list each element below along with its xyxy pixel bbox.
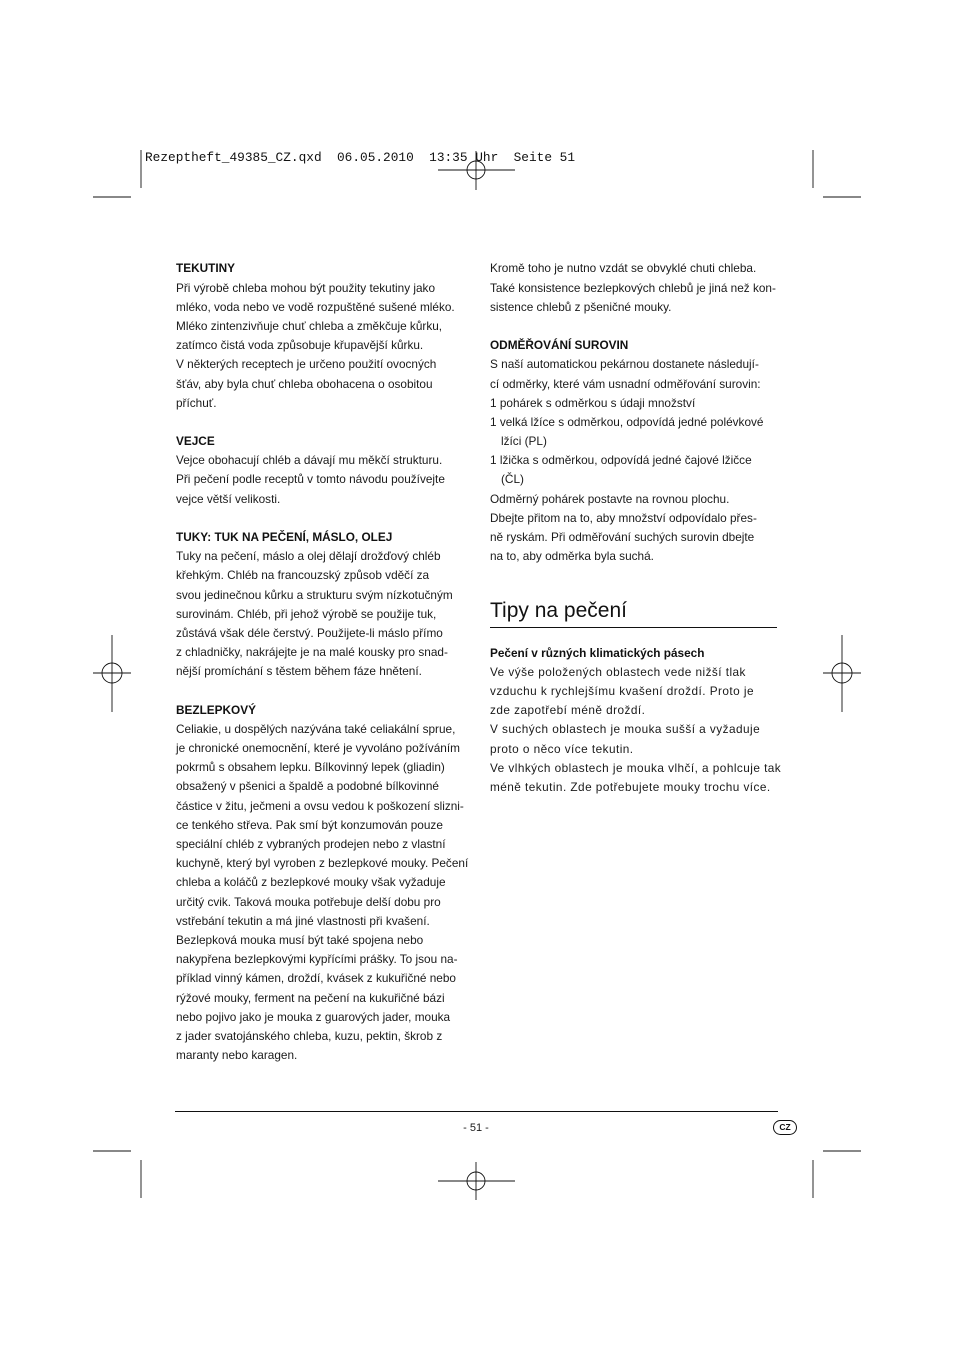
body-text-line: svou jedinečnou kůrku a strukturu svým nízkotučným: [176, 587, 453, 602]
body-text-line: zůstává však déle čerstvý. Použijete-li máslo přímo: [176, 625, 443, 640]
section-heading: TEKUTINY: [176, 261, 235, 276]
list-item-line: 1 velká lžíce s odměrkou, odpovídá jedné polévkové: [490, 414, 764, 429]
list-item-line: 1 pohárek s odměrkou s údaji množství: [490, 395, 696, 410]
page-number: - 51 -: [463, 1122, 489, 1134]
blank-line-spacer: [176, 682, 468, 701]
registration-mark-bottom: [438, 1162, 515, 1200]
body-text-line: proto o něco více tekutin.: [490, 741, 634, 756]
body-text-line: z chladničky, nakrájejte je na malé kousky pro snad-: [176, 645, 448, 660]
body-text-line: speciální chléb z vybraných prodejen nebo z vlastní: [176, 837, 446, 852]
body-text-line: sistence chlebů z pšeničné mouky.: [490, 299, 672, 314]
body-text-line: Mléko zintenzivňuje chuť chleba a změkčuje kůrku,: [176, 318, 443, 333]
body-text-line: pokrmů s obsahem lepku. Bílkovinný lepek (gliadin): [176, 760, 445, 775]
body-text-line: vzduchu k rychlejšímu kvašení droždí. Proto je: [490, 683, 754, 698]
body-text-line: nebo pojivo jako je mouka z guarových jader, mouka: [176, 1009, 451, 1024]
blank-line-spacer: [176, 413, 468, 432]
body-text-line: křehkým. Chléb na francouzský způsob vděčí za: [176, 568, 430, 583]
list-item: [490, 451, 782, 489]
body-text-line: kuchyně, který byl vyroben z bezlepkové mouky. Pečení: [176, 856, 469, 871]
list-item-line: (ČL): [501, 472, 524, 487]
body-text-line: surovinám. Chléb, při jehož výrobě se použije tuk,: [176, 606, 437, 621]
body-text-line: příklad vinný kámen, droždí, kvásek z kukuřičné nebo: [176, 971, 456, 986]
registration-mark-left: [93, 635, 131, 712]
section-heading: BEZLEPKOVÝ: [176, 702, 256, 717]
body-text-line: Bezlepková mouka musí být také spojena nebo: [176, 932, 424, 947]
tipy-section: [490, 644, 782, 798]
section-heading: VEJCE: [176, 434, 215, 449]
body-text-line: je chronické onemocnění, které je vyvoláno požíváním: [176, 741, 460, 756]
body-text-line: Tuky na pečení, máslo a olej dělají drožďový chléb: [176, 549, 441, 564]
section-heading: ODMĚŘOVÁNÍ SUROVIN: [490, 338, 629, 353]
crop-mark-top-left: [93, 150, 141, 197]
body-text-line: maranty nebo karagen.: [176, 1048, 298, 1063]
crop-mark-top-right: [813, 150, 861, 197]
body-text-line: V suchých oblastech je mouka sušší a vyžaduje: [490, 722, 761, 737]
body-text-line: obsažený v pšenici a špaldě a podobné bílkovinné: [176, 779, 439, 794]
body-text-line: Celiakie, u dospělých nazývána také celiakální sprue,: [176, 721, 456, 736]
body-text-line: méně tekutin. Zde potřebujete mouky trochu více.: [490, 779, 771, 794]
body-text-line: Při pečení podle receptů v tomto návodu používejte: [176, 472, 445, 487]
crop-mark-bottom-left: [93, 1151, 141, 1198]
body-text-line: mléko, voda nebo ve vodě rozpuštěné sušené mléko.: [176, 299, 455, 314]
body-text-line: V některých receptech je určeno použití ovocných: [176, 357, 437, 372]
body-text-line: zatímco čistá voda způsobuje křupavější kůrku.: [176, 338, 424, 353]
body-text-line: z jader svatojánského chleba, kuzu, pektin, škrob z: [176, 1028, 443, 1043]
body-text-line: Odměrný pohárek postavte na rovnou plochu.: [490, 491, 730, 506]
body-text-line: nější promíchání s těstem během fáze hnětení.: [176, 664, 422, 679]
registration-mark-right: [823, 635, 861, 712]
body-text-line: Ve výše položených oblastech vede nižší tlak: [490, 664, 746, 679]
body-text-line: nakypřena bezlepkovými kypřícími prášky. To jsou na-: [176, 952, 458, 967]
list-item: [490, 413, 782, 451]
language-badge: CZ: [773, 1120, 797, 1135]
list-item: [490, 394, 782, 413]
footer-rule: [175, 1111, 778, 1112]
right-column: [490, 259, 782, 566]
print-slug-line: Rezeptheft_49385_CZ.qxd 06.05.2010 13:35 Uhr Seite 51: [145, 150, 576, 165]
body-text-line: Dbejte přitom na to, aby množství odpovídalo přes-: [490, 510, 757, 525]
body-text-line: S naší automatickou pekárnou dostanete následují-: [490, 357, 759, 372]
body-text-line: vstřebání tekutin a má jiné vlastnosti při kvašení.: [176, 913, 430, 928]
body-text-line: chleba a koláčů z bezlepkové mouky však vyžaduje: [176, 875, 446, 890]
section-title-tipy: Tipy na pečení: [490, 598, 777, 628]
body-text-line: Ve vlhkých oblastech je mouka vlhčí, a pohlcuje tak: [490, 760, 782, 775]
body-text-line: Také konsistence bezlepkových chlebů je jiná než kon-: [490, 280, 776, 295]
body-text-line: vejce větší velikosti.: [176, 491, 281, 506]
body-text-line: Při výrobě chleba mohou být použity tekutiny jako: [176, 280, 436, 295]
blank-line-spacer: [490, 317, 782, 336]
body-text-line: příchuť.: [176, 395, 217, 410]
body-text-line: zde zapotřebí méně droždí.: [490, 703, 646, 718]
crop-mark-bottom-right: [813, 1151, 861, 1198]
list-item-line: 1 lžička s odměrkou, odpovídá jedné čajové lžičce: [490, 453, 752, 468]
left-column: [176, 259, 468, 1065]
body-text-line: cí odměrky, které vám usnadní odměřování surovin:: [490, 376, 761, 391]
body-text-line: určitý cvik. Taková mouka potřebuje delší dobu pro: [176, 894, 441, 909]
body-text-line: šťáv, aby byla chuť chleba obohacena o osobitou: [176, 376, 433, 391]
list-item-line: lžíci (PL): [501, 434, 547, 449]
body-text-line: Vejce obohacují chléb a dávají mu měkčí strukturu.: [176, 453, 443, 468]
subsection-heading: Pečení v různých klimatických pásech: [490, 645, 705, 660]
body-text-line: rýžové mouky, ferment na pečení na kukuřičné bázi: [176, 990, 445, 1005]
body-text-line: ně ryskám. Při odměřování suchých surovin dbejte: [490, 530, 755, 545]
body-text-line: Kromě toho je nutno vzdát se obvyklé chuti chleba.: [490, 261, 757, 276]
body-text-line: částice v žitu, ječmeni a ovsu vedou k poškození slizni-: [176, 798, 464, 813]
body-text-line: ce tenkého střeva. Pak smí být konzumován pouze: [176, 817, 443, 832]
section-heading: TUKY: TUK NA PEČENÍ, MÁSLO, OLEJ: [176, 530, 393, 545]
blank-line-spacer: [176, 509, 468, 528]
body-text-line: na to, aby odměrka byla suchá.: [490, 549, 654, 564]
